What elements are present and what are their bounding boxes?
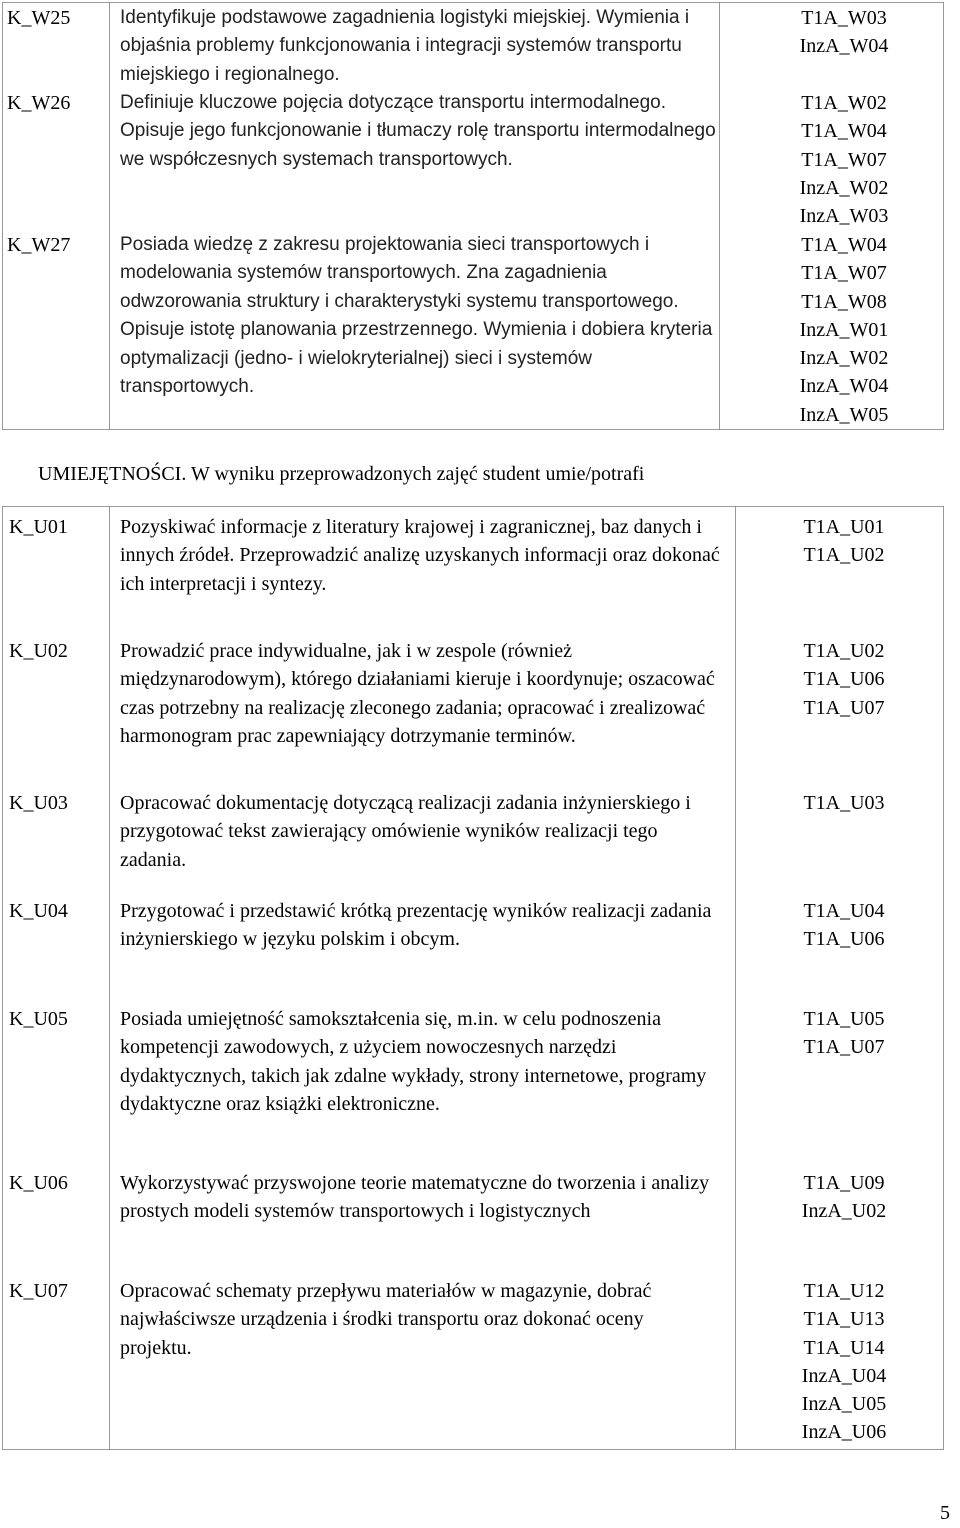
reference-code: InzA_W02: [799, 347, 889, 370]
reference-code: T1A_W04: [801, 120, 887, 143]
effect-references: [745, 1005, 943, 1062]
effect-code: K_U02: [9, 640, 68, 662]
reference-code: T1A_U09: [803, 1172, 885, 1194]
effect-references: [745, 1169, 943, 1226]
reference-code: T1A_U05: [803, 1008, 885, 1030]
reference-code: InzA_W03: [799, 205, 889, 228]
effect-references: [745, 513, 943, 570]
effect-description: Opracować schematy przepływu materiałów w magazynie, dobrać najwłaściwsze urządzenia i środki transportu oraz dokonać oceny projektu.: [120, 1280, 652, 1359]
reference-code: T1A_U13: [803, 1308, 885, 1331]
page-number: 5: [940, 1502, 950, 1524]
reference-code: T1A_U06: [803, 928, 885, 951]
effect-description: Posiada umiejętność samokształcenia się, m.in. w celu podnoszenia kompetencji zawodowych, z użyciem nowoczesnych narzędzi dydaktycznych, takich jak zdalne wykłady, strony internetowe, programy dydaktyczne oraz książki elektroniczne.: [120, 1008, 707, 1115]
reference-code: InzA_W01: [799, 318, 889, 341]
effect-references: [745, 1277, 943, 1447]
effect-code: K_U01: [9, 516, 68, 538]
knowledge-table: [2, 2, 944, 430]
reference-code: T1A_W08: [801, 290, 887, 313]
effect-description: Prowadzić prace indywidualne, jak i w zespole (również międzynarodowym), którego działaniami kieruje i koordynuje; oszacować czas potrzebny na realizację zleconego zadania; opracować i zrealizować harmonogram prac zapewniający dotrzymanie terminów.: [120, 640, 715, 747]
reference-code: T1A_U02: [803, 640, 885, 662]
reference-code: T1A_U01: [803, 516, 885, 538]
reference-code: InzA_W04: [799, 375, 889, 398]
reference-code: InzA_W02: [799, 176, 889, 199]
reference-code: InzA_U06: [801, 1421, 887, 1444]
effect-code: K_U04: [9, 900, 68, 922]
effect-code: K_W25: [7, 7, 71, 29]
reference-code: InzA_U02: [801, 1200, 887, 1223]
effect-description: Wykorzystywać przyswojone teorie matematyczne do tworzenia i analizy prostych modeli systemów transportowych i logistycznych: [120, 1172, 710, 1223]
effect-code: K_U07: [9, 1280, 68, 1302]
effect-code: K_W26: [7, 92, 71, 114]
reference-code: T1A_U03: [803, 792, 885, 814]
reference-code: T1A_U12: [803, 1280, 885, 1302]
effect-references: [745, 789, 943, 817]
skills-heading: UMIEJĘTNOŚCI. W wyniku przeprowadzonych zajęć student umie/potrafi: [38, 463, 645, 485]
effect-description: Przygotować i przedstawić krótką prezentację wyników realizacji zadania inżynierskiego w języku polskim i obcym.: [120, 900, 712, 951]
reference-code: InzA_U04: [801, 1364, 887, 1387]
column-divider: [735, 507, 736, 1449]
reference-code: T1A_U04: [803, 900, 885, 922]
effect-description: Opracować dokumentację dotyczącą realizacji zadania inżynierskiego i przygotować tekst zawierający omówienie wyników realizacji tego zadania.: [120, 792, 691, 871]
effect-code: K_U06: [9, 1172, 68, 1194]
reference-code: T1A_W02: [801, 92, 887, 114]
column-divider: [109, 3, 110, 429]
effect-description: Posiada wiedzę z zakresu projektowania sieci transportowych i modelowania systemów transportowych. Zna zagadnienia odwzorowania struktury i charakterystyki systemu transportowego. Opisuje istotę planowania przestrzennego. Wymienia i dobiera kryteria optymalizacji (jedno- i wielokryterialnej) sieci i systemów transportowych.: [120, 234, 713, 398]
skills-table: [2, 506, 944, 1450]
effect-code: K_U03: [9, 792, 68, 814]
reference-code: T1A_W07: [801, 262, 887, 285]
reference-code: T1A_U06: [803, 668, 885, 691]
effect-references: [745, 4, 943, 61]
reference-code: T1A_U02: [803, 544, 885, 567]
effect-code: K_W27: [7, 234, 71, 256]
effect-references: [745, 637, 943, 722]
effect-description: Pozyskiwać informacje z literatury krajowej i zagranicznej, baz danych i innych źródeł. Przeprowadzić analizę uzyskanych informacji oraz dokonać ich interpretacji i syntezy.: [120, 516, 720, 595]
reference-code: T1A_W03: [801, 7, 887, 29]
reference-code: T1A_U07: [803, 696, 885, 719]
reference-code: InzA_U05: [801, 1393, 887, 1416]
effect-references: [745, 231, 943, 429]
effect-description: Definiuje kluczowe pojęcia dotyczące transportu intermodalnego. Opisuje jego funkcjonowanie i tłumaczy rolę transportu intermodalnego we współczesnych systemach transportowych.: [120, 92, 716, 170]
reference-code: T1A_U07: [803, 1036, 885, 1059]
effect-references: [745, 89, 943, 230]
column-divider: [109, 507, 110, 1449]
reference-code: T1A_W04: [801, 234, 887, 256]
effect-references: [745, 897, 943, 954]
reference-code: InzA_W04: [799, 35, 889, 58]
reference-code: T1A_U14: [803, 1336, 885, 1359]
reference-code: T1A_W07: [801, 148, 887, 171]
effect-code: K_U05: [9, 1008, 68, 1030]
effect-description: Identyfikuje podstawowe zagadnienia logistyki miejskiej. Wymienia i objaśnia problemy funkcjonowania i integracji systemów transportu miejskiego i regionalnego.: [120, 7, 690, 85]
reference-code: InzA_W05: [799, 403, 889, 426]
